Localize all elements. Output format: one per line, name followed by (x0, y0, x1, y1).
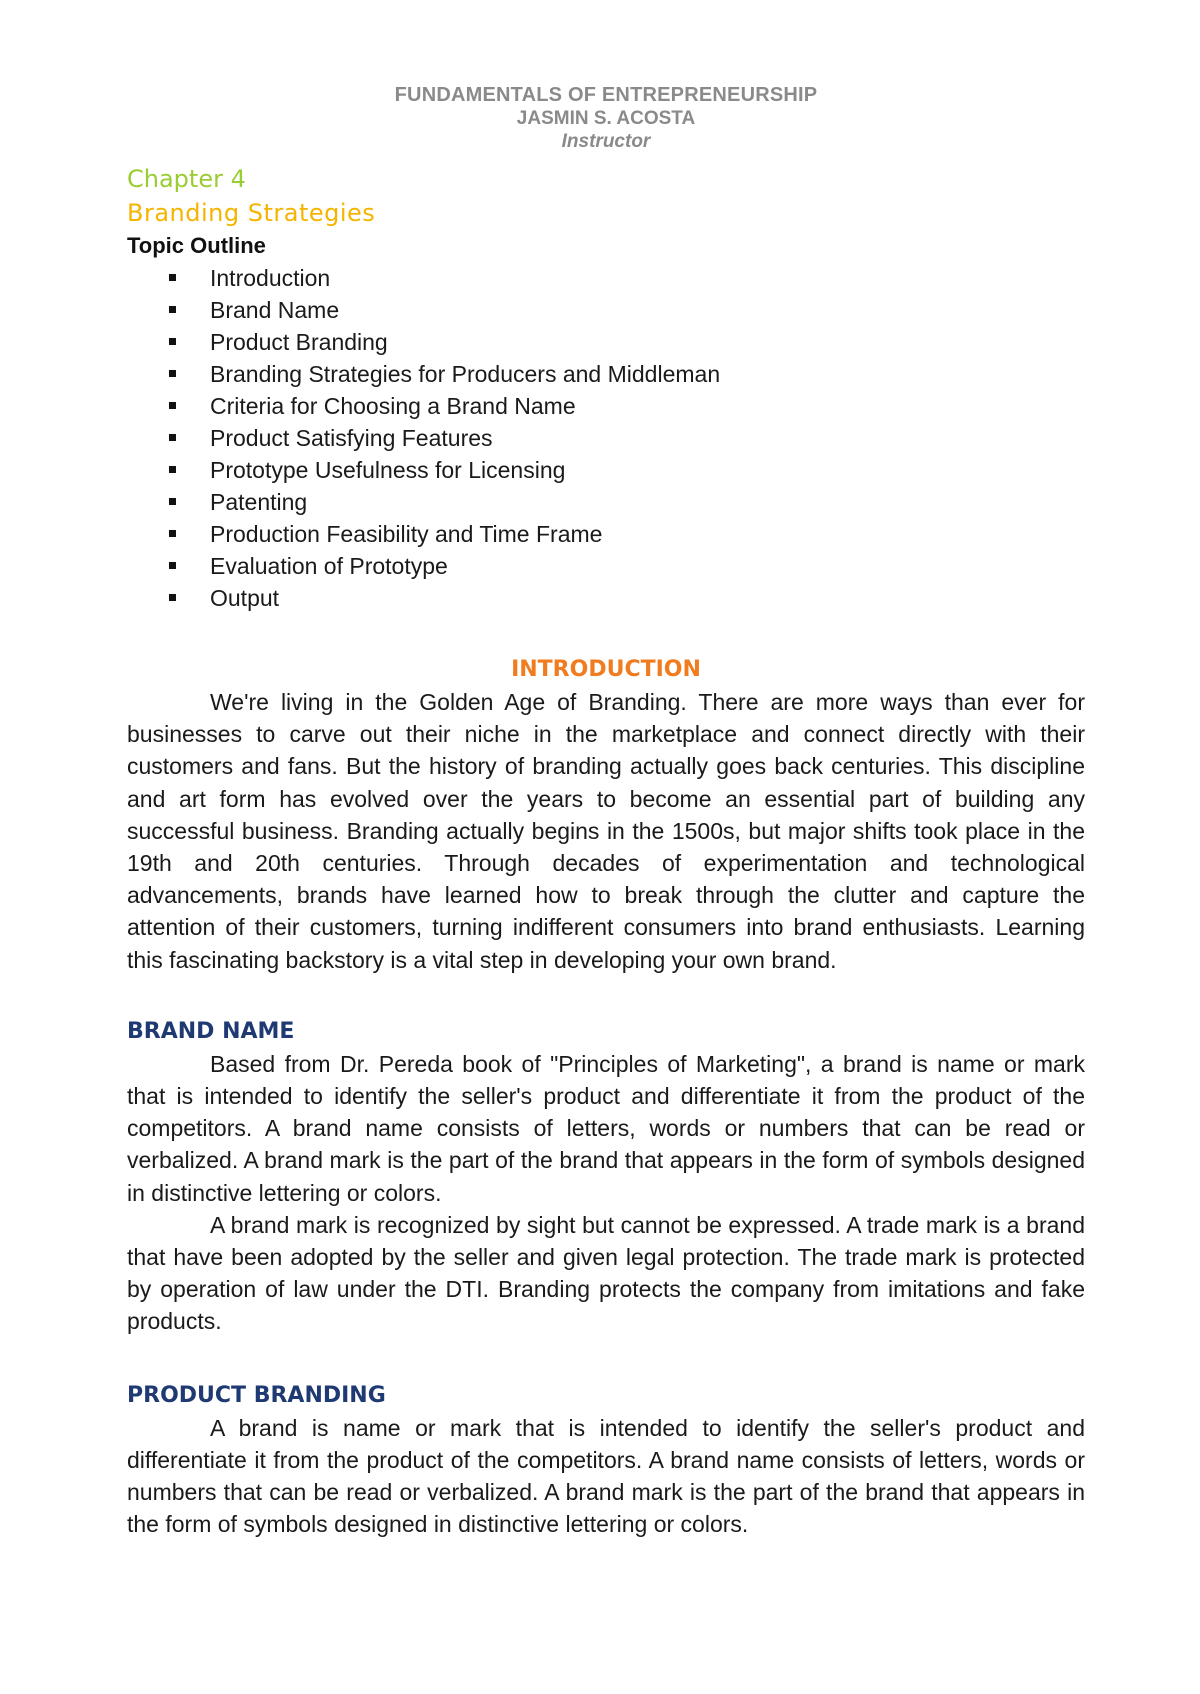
outline-item-label: Introduction (210, 265, 331, 291)
product-branding-paragraph: A brand is name or mark that is intended to identify the seller's product and differentiate it from the product of the competitors. A brand name consists of letters, words or numbers that can be read or verbalized. A brand mark is the part of the brand that appears in the form of symbols designed in distinctive lettering or colors. (127, 1414, 1085, 1538)
chapter-title: Branding Strategies (127, 199, 376, 227)
outline-item-label: Evaluation of Prototype (210, 553, 448, 579)
chapter-number: Chapter 4 (127, 165, 246, 193)
brand-name-heading: BRAND NAME (127, 1018, 295, 1044)
square-bullet-icon (169, 530, 176, 537)
outline-item (127, 422, 1085, 454)
square-bullet-icon (169, 402, 176, 409)
instructor-name: JASMIN S. ACOSTA (516, 108, 696, 129)
outline-item (127, 294, 1085, 326)
outline-item-label: Branding Strategies for Producers and Middleman (210, 361, 721, 387)
introduction-heading: INTRODUCTION (511, 657, 701, 682)
outline-item-label: Production Feasibility and Time Frame (210, 521, 603, 547)
outline-item-label: Output (210, 585, 280, 611)
outline-item (127, 518, 1085, 550)
outline-item-label: Product Satisfying Features (210, 425, 493, 451)
course-title: FUNDAMENTALS OF ENTREPRENEURSHIP (394, 84, 818, 106)
square-bullet-icon (169, 338, 176, 345)
topic-outline-label: Topic Outline (127, 233, 266, 258)
outline-item (127, 550, 1085, 582)
outline-item (127, 582, 1085, 614)
instructor-role: Instructor (561, 131, 651, 152)
square-bullet-icon (169, 498, 176, 505)
square-bullet-icon (169, 274, 176, 281)
document-header (127, 84, 1085, 153)
introduction-paragraph: We're living in the Golden Age of Branding. There are more ways than ever for businesses to carve out their niche in the marketplace and connect directly with their customers and fans. But the history of branding actually goes back centuries. This discipline and art form has evolved over the years to become an essential part of building any successful business. Branding actually begins in the 1500s, but major shifts took place in the 19th and 20th centuries. Through decades of experimentation and technological advancements, brands have learned how to break through the clutter and capture the attention of their customers, turning indifferent consumers into brand enthusiasts. Learning this fascinating backstory is a vital step in developing your own brand. (127, 689, 1085, 973)
outline-item-label: Brand Name (210, 297, 340, 323)
square-bullet-icon (169, 594, 176, 601)
square-bullet-icon (169, 562, 176, 569)
product-branding-heading: PRODUCT BRANDING (127, 1382, 386, 1408)
square-bullet-icon (169, 306, 176, 313)
outline-item-label: Patenting (210, 489, 308, 515)
topic-outline-list (127, 262, 1085, 614)
outline-item-label: Product Branding (210, 329, 388, 355)
outline-item (127, 486, 1085, 518)
square-bullet-icon (169, 370, 176, 377)
outline-item-label: Criteria for Choosing a Brand Name (210, 393, 576, 419)
brand-name-paragraph-2: A brand mark is recognized by sight but cannot be expressed. A trade mark is a brand that have been adopted by the seller and given legal protection. The trade mark is protected by operation of law under the DTI. Branding protects the company from imitations and fake products. (127, 1211, 1085, 1335)
outline-item (127, 262, 1085, 294)
square-bullet-icon (169, 434, 176, 441)
square-bullet-icon (169, 466, 176, 473)
outline-item (127, 358, 1085, 390)
outline-item-label: Prototype Usefulness for Licensing (210, 457, 566, 483)
brand-name-paragraph-1: Based from Dr. Pereda book of "Principles of Marketing", a brand is name or mark that is intended to identify the seller's product and differentiate it from the product of the competitors. A brand name consists of letters, words or numbers that can be read or verbalized. A brand mark is the part of the brand that appears in the form of symbols designed in distinctive lettering or colors. (127, 1050, 1085, 1206)
outline-item (127, 326, 1085, 358)
document-page (127, 0, 1085, 1540)
outline-item (127, 390, 1085, 422)
outline-item (127, 454, 1085, 486)
